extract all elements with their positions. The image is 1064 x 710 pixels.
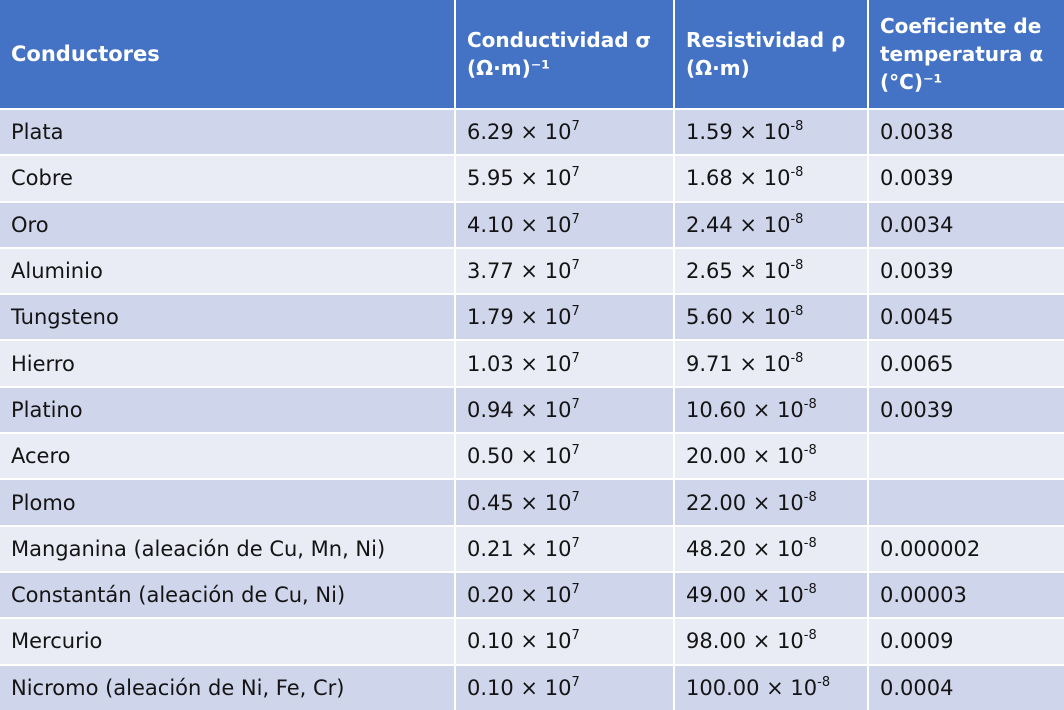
conductor-name: Hierro (11, 351, 75, 376)
cell-resistivity (675, 156, 867, 200)
resistivity-value (686, 491, 817, 515)
value-exponent: 7 (571, 582, 580, 598)
cell-resistivity (675, 527, 867, 571)
conductivity-value (467, 444, 580, 468)
conductivity-value (467, 676, 580, 700)
header-conductors (0, 0, 454, 108)
cell-resistivity (675, 110, 867, 154)
cell-resistivity (675, 666, 867, 710)
temperature-coefficient-value: 0.0045 (880, 305, 954, 330)
cell-conductivity (456, 110, 673, 154)
cell-conductor-name (0, 434, 454, 478)
header-resistivity-line1: Resistividad ρ (686, 28, 846, 52)
header-resistivity (675, 0, 867, 108)
conductor-name: Acero (11, 444, 71, 469)
conductivity-value (467, 305, 580, 329)
cell-conductivity (456, 341, 673, 385)
cell-conductor-name (0, 156, 454, 200)
resistivity-value (686, 537, 817, 561)
resistivity-value (686, 213, 803, 237)
conductor-name: Constantán (aleación de Cu, Ni) (11, 583, 346, 608)
value-mantissa: 9.71 × 10 (686, 351, 791, 376)
temperature-coefficient-value: 0.0065 (880, 351, 954, 376)
cell-resistivity (675, 434, 867, 478)
conductivity-value (467, 259, 580, 283)
value-mantissa: 1.03 × 10 (467, 351, 572, 376)
value-mantissa: 5.95 × 10 (467, 166, 572, 191)
cell-temperature-coefficient (869, 666, 1064, 710)
value-mantissa: 5.60 × 10 (686, 305, 791, 330)
resistivity-value (686, 305, 803, 329)
temperature-coefficient-value: 0.0004 (880, 675, 954, 700)
value-mantissa: 98.00 × 10 (686, 629, 804, 654)
temperature-coefficient-value: 0.0034 (880, 212, 954, 237)
cell-resistivity (675, 295, 867, 339)
cell-conductor-name (0, 619, 454, 663)
cell-temperature-coefficient (869, 156, 1064, 200)
resistivity-value (686, 166, 803, 190)
cell-conductor-name (0, 573, 454, 617)
value-exponent: 7 (571, 258, 580, 274)
value-mantissa: 1.79 × 10 (467, 305, 572, 330)
cell-conductivity (456, 527, 673, 571)
value-mantissa: 0.20 × 10 (467, 583, 572, 608)
conductor-name: Plata (11, 120, 64, 145)
temperature-coefficient-value: 0.0039 (880, 259, 954, 284)
resistivity-value (686, 444, 817, 468)
cell-temperature-coefficient (869, 110, 1064, 154)
value-exponent: -8 (803, 535, 817, 551)
conductivity-value (467, 398, 580, 422)
cell-temperature-coefficient (869, 573, 1064, 617)
cell-resistivity (675, 249, 867, 293)
value-exponent: -8 (790, 211, 804, 227)
conductor-name: Tungsteno (11, 305, 119, 330)
cell-conductor-name (0, 203, 454, 247)
value-exponent: -8 (790, 350, 804, 366)
value-exponent: -8 (790, 119, 804, 135)
value-exponent: 7 (571, 396, 580, 412)
value-exponent: -8 (817, 674, 831, 690)
temperature-coefficient-value: 0.0009 (880, 629, 954, 654)
value-exponent: 7 (571, 211, 580, 227)
value-mantissa: 49.00 × 10 (686, 583, 804, 608)
value-exponent: -8 (803, 443, 817, 459)
conductivity-value (467, 629, 580, 653)
conductor-name: Nicromo (aleación de Ni, Fe, Cr) (11, 675, 345, 700)
temperature-coefficient-value: 0.0039 (880, 166, 954, 191)
value-mantissa: 0.10 × 10 (467, 675, 572, 700)
cell-conductor-name (0, 249, 454, 293)
value-mantissa: 0.50 × 10 (467, 444, 572, 469)
value-exponent: -8 (803, 582, 817, 598)
conductor-name: Oro (11, 212, 49, 237)
value-exponent: 7 (571, 489, 580, 505)
resistivity-value (686, 352, 803, 376)
cell-conductor-name (0, 666, 454, 710)
conductor-name: Cobre (11, 166, 73, 191)
cell-resistivity (675, 573, 867, 617)
temperature-coefficient-value: 0.00003 (880, 583, 967, 608)
header-coef-line3: (°C)⁻¹ (880, 70, 943, 94)
value-exponent: -8 (790, 165, 804, 181)
value-mantissa: 4.10 × 10 (467, 212, 572, 237)
header-resistivity-line2: (Ω·m) (686, 56, 750, 80)
conductivity-value (467, 213, 580, 237)
cell-resistivity (675, 619, 867, 663)
cell-temperature-coefficient (869, 527, 1064, 571)
cell-conductivity (456, 203, 673, 247)
cell-temperature-coefficient (869, 249, 1064, 293)
conductor-name: Plomo (11, 490, 76, 515)
header-temperature-coefficient (869, 0, 1064, 108)
cell-temperature-coefficient (869, 434, 1064, 478)
value-mantissa: 10.60 × 10 (686, 397, 804, 422)
cell-temperature-coefficient (869, 619, 1064, 663)
value-mantissa: 0.10 × 10 (467, 629, 572, 654)
value-mantissa: 2.44 × 10 (686, 212, 791, 237)
cell-conductivity (456, 619, 673, 663)
resistivity-value (686, 676, 830, 700)
cell-temperature-coefficient (869, 295, 1064, 339)
cell-conductivity (456, 156, 673, 200)
value-exponent: 7 (571, 119, 580, 135)
conductor-name: Manganina (aleación de Cu, Mn, Ni) (11, 536, 386, 561)
temperature-coefficient-value: 0.0039 (880, 397, 954, 422)
value-exponent: -8 (790, 258, 804, 274)
value-exponent: -8 (803, 628, 817, 644)
cell-conductivity (456, 295, 673, 339)
resistivity-value (686, 583, 817, 607)
value-mantissa: 100.00 × 10 (686, 675, 818, 700)
cell-resistivity (675, 341, 867, 385)
value-mantissa: 2.65 × 10 (686, 259, 791, 284)
cell-conductor-name (0, 480, 454, 524)
value-mantissa: 6.29 × 10 (467, 120, 572, 145)
value-mantissa: 22.00 × 10 (686, 490, 804, 515)
cell-conductivity (456, 480, 673, 524)
value-exponent: 7 (571, 674, 580, 690)
resistivity-value (686, 629, 817, 653)
temperature-coefficient-value: 0.0038 (880, 120, 954, 145)
conductor-name: Aluminio (11, 259, 103, 284)
value-exponent: -8 (803, 489, 817, 505)
value-exponent: 7 (571, 628, 580, 644)
resistivity-value (686, 398, 817, 422)
value-mantissa: 0.94 × 10 (467, 397, 572, 422)
cell-resistivity (675, 388, 867, 432)
value-mantissa: 0.45 × 10 (467, 490, 572, 515)
cell-conductivity (456, 249, 673, 293)
value-mantissa: 48.20 × 10 (686, 536, 804, 561)
cell-conductor-name (0, 295, 454, 339)
cell-temperature-coefficient (869, 203, 1064, 247)
value-exponent: 7 (571, 443, 580, 459)
cell-conductor-name (0, 110, 454, 154)
conductivity-value (467, 120, 580, 144)
header-coef-line2: temperatura α (880, 42, 1044, 66)
resistivity-value (686, 259, 803, 283)
cell-conductivity (456, 388, 673, 432)
cell-conductivity (456, 666, 673, 710)
value-exponent: -8 (790, 304, 804, 320)
cell-resistivity (675, 203, 867, 247)
value-mantissa: 3.77 × 10 (467, 259, 572, 284)
header-conductivity (456, 0, 673, 108)
value-mantissa: 0.21 × 10 (467, 536, 572, 561)
header-coef-line1: Coeficiente de (880, 14, 1042, 38)
conductor-name: Platino (11, 397, 83, 422)
cell-resistivity (675, 480, 867, 524)
header-conductivity-line1: Conductividad σ (467, 28, 652, 52)
conductivity-value (467, 583, 580, 607)
value-exponent: 7 (571, 165, 580, 181)
conductor-name: Mercurio (11, 629, 103, 654)
value-exponent: -8 (803, 396, 817, 412)
cell-conductor-name (0, 527, 454, 571)
header-conductivity-line2: (Ω·m)⁻¹ (467, 56, 551, 80)
value-exponent: 7 (571, 304, 580, 320)
cell-temperature-coefficient (869, 388, 1064, 432)
conductivity-value (467, 537, 580, 561)
value-exponent: 7 (571, 350, 580, 366)
value-mantissa: 20.00 × 10 (686, 444, 804, 469)
conductivity-value (467, 166, 580, 190)
cell-temperature-coefficient (869, 480, 1064, 524)
conductivity-value (467, 352, 580, 376)
header-conductors-label: Conductores (11, 42, 160, 66)
cell-conductivity (456, 573, 673, 617)
cell-conductivity (456, 434, 673, 478)
temperature-coefficient-value: 0.000002 (880, 536, 981, 561)
cell-temperature-coefficient (869, 341, 1064, 385)
value-mantissa: 1.59 × 10 (686, 120, 791, 145)
cell-conductor-name (0, 341, 454, 385)
value-mantissa: 1.68 × 10 (686, 166, 791, 191)
value-exponent: 7 (571, 535, 580, 551)
resistivity-value (686, 120, 803, 144)
conductivity-value (467, 491, 580, 515)
cell-conductor-name (0, 388, 454, 432)
